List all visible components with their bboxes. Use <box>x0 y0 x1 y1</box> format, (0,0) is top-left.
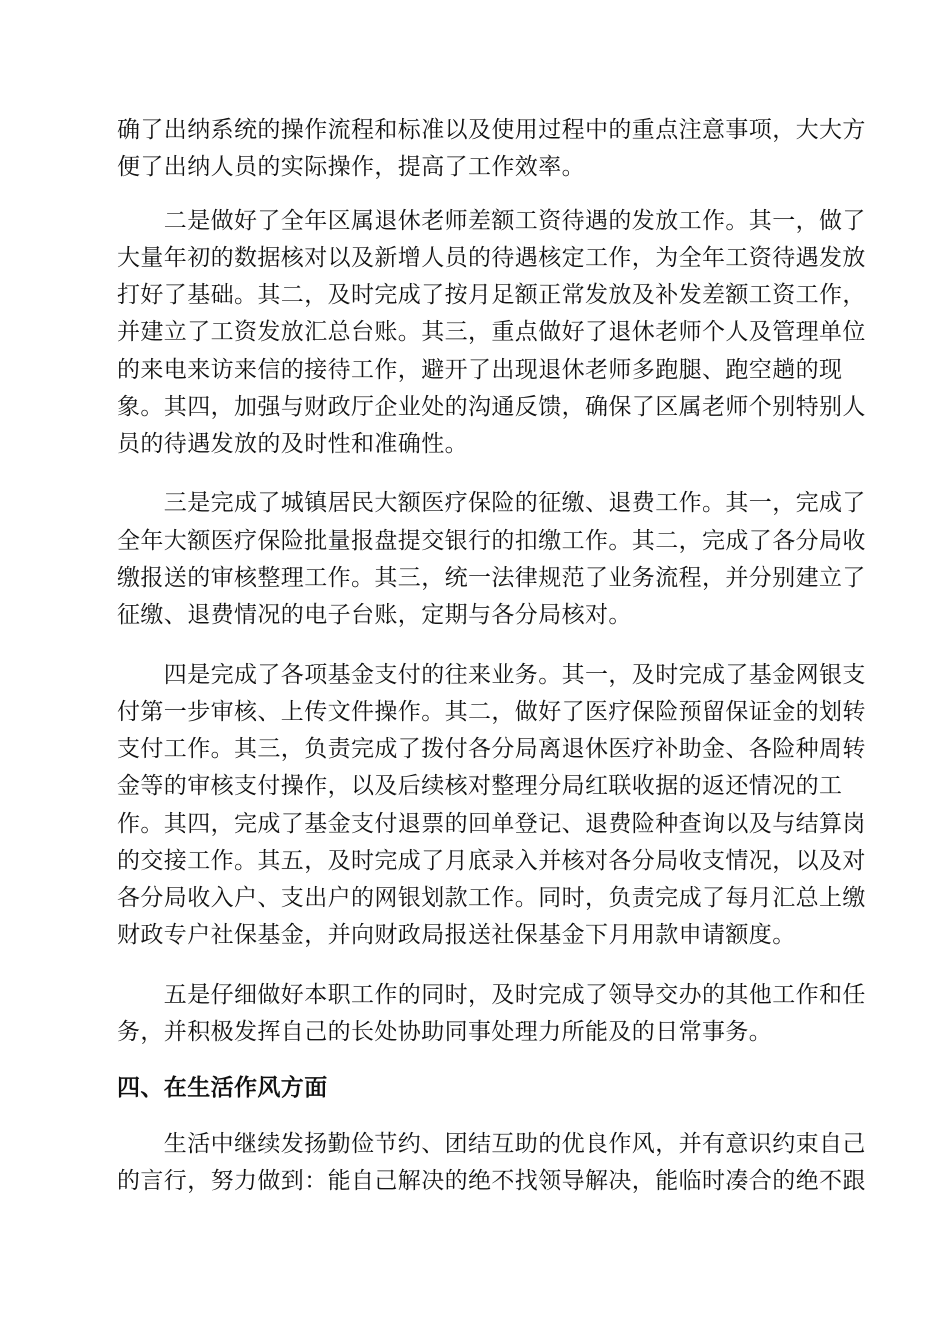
paragraph-2-line-2: 大量年初的数据核对以及新增人员的待遇核定工作，为全年工资待遇发放 <box>117 245 866 271</box>
paragraph-5-line-1: 五是仔细做好本职工作的同时，及时完成了领导交办的其他工作和任 <box>117 982 866 1008</box>
paragraph-4-line-8: 财政专户社保基金，并向财政局报送社保基金下月用款申请额度。 <box>117 922 796 948</box>
paragraph-3-line-1: 三是完成了城镇居民大额医疗保险的征缴、退费工作。其一，完成了 <box>117 490 866 516</box>
paragraph-2-line-6: 象。其四，加强与财政厅企业处的沟通反馈，确保了区属老师个别特别人 <box>117 394 866 420</box>
paragraph-1-line-2: 便了出纳人员的实际操作，提高了工作效率。 <box>117 154 585 180</box>
paragraph-2-line-7: 员的待遇发放的及时性和准确性。 <box>117 431 468 457</box>
paragraph-4-line-1: 四是完成了各项基金支付的往来业务。其一，及时完成了基金网银支 <box>117 662 866 688</box>
paragraph-2-line-3: 打好了基础。其二，及时完成了按月足额正常发放及补发差额工资工作， <box>117 282 866 308</box>
paragraph-3-line-4: 征缴、退费情况的电子台账，定期与各分局核对。 <box>117 602 632 628</box>
paragraph-4-line-2: 付第一步审核、上传文件操作。其二，做好了医疗保险预留保证金的划转 <box>117 699 866 725</box>
paragraph-4-line-7: 各分局收入户、支出户的网银划款工作。同时，负责完成了每月汇总上缴 <box>117 885 866 911</box>
paragraph-2-line-4: 并建立了工资发放汇总台账。其三，重点做好了退休老师个人及管理单位 <box>117 319 866 345</box>
paragraph-1-line-1: 确了出纳系统的操作流程和标准以及使用过程中的重点注意事项，大大方 <box>117 117 866 143</box>
paragraph-4-line-5: 作。其四，完成了基金支付退票的回单登记、退费险种查询以及与结算岗 <box>117 811 866 837</box>
final-paragraph-line-1: 生活中继续发扬勤俭节约、团结互助的优良作风，并有意识约束自己 <box>117 1131 866 1157</box>
paragraph-4-line-4: 金等的审核支付操作，以及后续核对整理分局红联收据的返还情况的工 <box>117 773 843 799</box>
paragraph-5-line-2: 务，并积极发挥自己的长处协助同事处理力所能及的日常事务。 <box>117 1019 773 1045</box>
paragraph-3-line-2: 全年大额医疗保险批量报盘提交银行的扣缴工作。其二，完成了各分局收 <box>117 528 866 554</box>
paragraph-2-line-1: 二是做好了全年区属退休老师差额工资待遇的发放工作。其一，做了 <box>117 208 866 234</box>
paragraph-4-line-3: 支付工作。其三，负责完成了拨付各分局离退休医疗补助金、各险种周转 <box>117 736 866 762</box>
paragraph-3-line-3: 缴报送的审核整理工作。其三，统一法律规范了业务流程，并分别建立了 <box>117 565 866 591</box>
paragraph-4-line-6: 的交接工作。其五，及时完成了月底录入并核对各分局收支情况，以及对 <box>117 848 866 874</box>
final-paragraph-line-2: 的言行，努力做到：能自己解决的绝不找领导解决，能临时凑合的绝不跟 <box>117 1168 866 1194</box>
paragraph-2-line-5: 的来电来访来信的接待工作，避开了出现退休老师多跑腿、跑空趟的现 <box>117 357 843 383</box>
section-heading: 四、在生活作风方面 <box>117 1075 328 1101</box>
